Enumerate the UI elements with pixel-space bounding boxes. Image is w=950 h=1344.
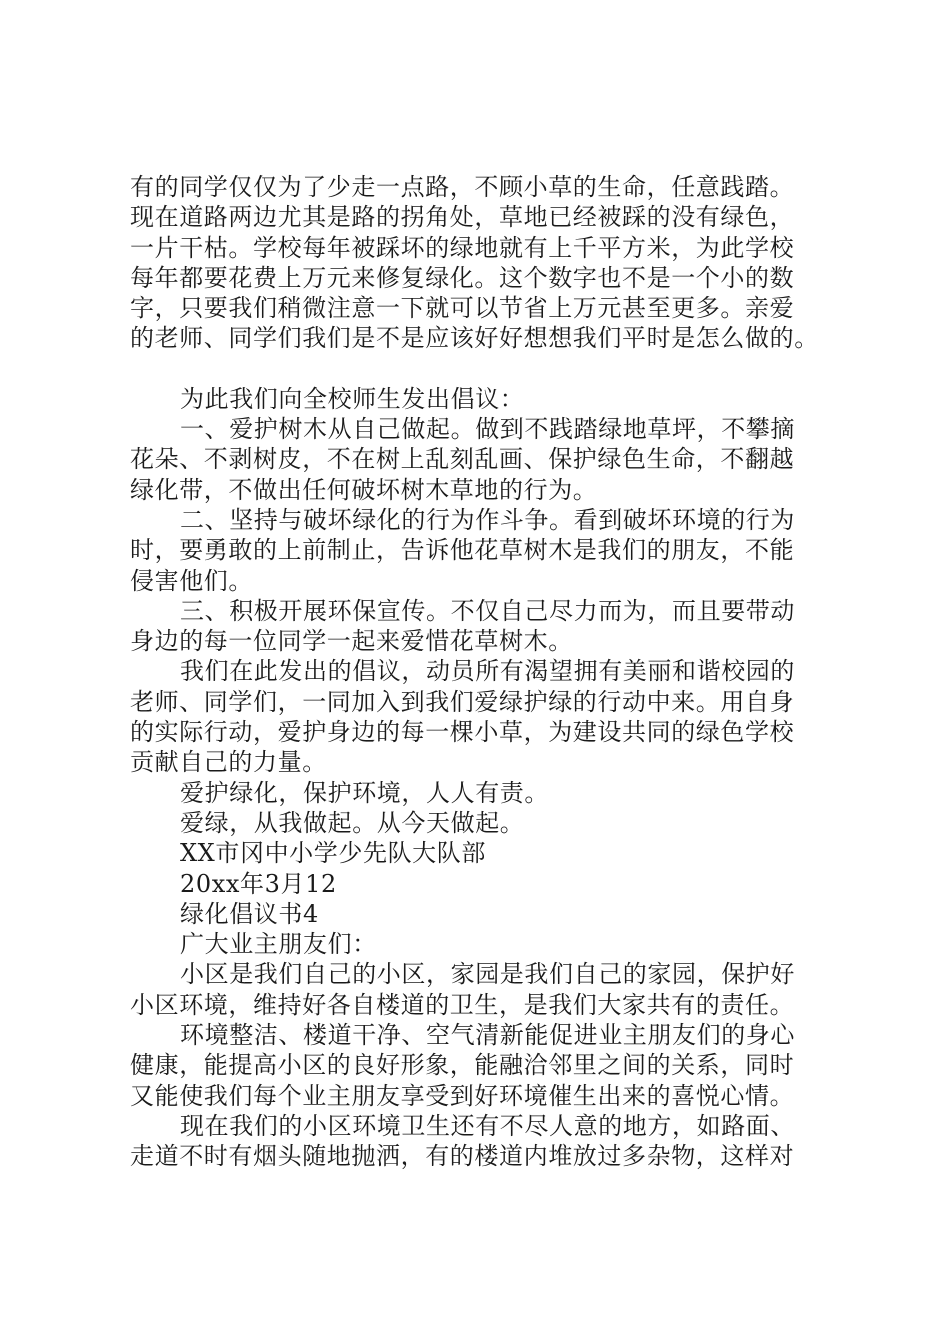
text-line: 又能使我们每个业主朋友享受到好环境催生出来的喜悦心情。: [130, 1081, 795, 1110]
text-line: 二、坚持与破坏绿化的行为作斗争。看到破坏环境的行为: [180, 505, 795, 534]
text-line: 20xx年3月12: [180, 869, 337, 898]
text-line: 现在我们的小区环境卫生还有不尽人意的地方，如路面、: [180, 1111, 795, 1140]
text-line: 广大业主朋友们：: [180, 930, 377, 959]
text-line: 健康，能提高小区的良好形象，能融洽邻里之间的关系，同时: [130, 1051, 795, 1080]
text-line: 绿化倡议书4: [180, 899, 319, 928]
text-line: 为此我们向全校师生发出倡议：: [180, 384, 525, 413]
text-line: 的老师、同学们我们是不是应该好好想想我们平时是怎么做的。: [130, 324, 819, 353]
text-line: 三、积极开展环保宣传。不仅自己尽力而为，而且要带动: [180, 596, 795, 625]
document-body: [130, 172, 830, 1172]
text-line: 现在道路两边尤其是路的拐角处，草地已经被踩的没有绿色，: [130, 203, 795, 232]
text-line: 绿化带，不做出任何破坏树木草地的行为。: [130, 475, 598, 504]
text-line: 爱绿，从我做起。从今天做起。: [180, 808, 525, 837]
text-line: 侵害他们。: [130, 566, 253, 595]
text-line: 字，只要我们稍微注意一下就可以节省上万元甚至更多。亲爱: [130, 294, 795, 323]
text-line: 有的同学仅仅为了少走一点路，不顾小草的生命，任意践踏。: [130, 173, 795, 201]
text-line: 贡献自己的力量。: [130, 748, 327, 777]
text-line: 我们在此发出的倡议，动员所有渴望拥有美丽和谐校园的: [180, 657, 795, 686]
text-line: 一、爱护树木从自己做起。做到不践踏绿地草坪，不攀摘: [180, 415, 795, 444]
text-line: 走道不时有烟头随地抛洒，有的楼道内堆放过多杂物，这样对: [130, 1142, 795, 1171]
text-line: 一片干枯。学校每年被踩坏的绿地就有上千平方米，为此学校: [130, 233, 795, 262]
text-line: 时，要勇敢的上前制止，告诉他花草树木是我们的朋友，不能: [130, 536, 795, 565]
text-line: 小区是我们自己的小区，家园是我们自己的家园，保护好: [180, 960, 795, 989]
text-line: 环境整洁、楼道干净、空气清新能促进业主朋友们的身心: [180, 1021, 795, 1050]
paragraph-gap: [130, 354, 830, 384]
text-line: 身边的每一位同学一起来爱惜花草树木。: [130, 627, 573, 656]
text-line: 小区环境，维持好各自楼道的卫生，是我们大家共有的责任。: [130, 990, 795, 1019]
text-line: 老师、同学们，一同加入到我们爱绿护绿的行动中来。用自身: [130, 687, 795, 716]
text-line: 花朵、不剥树皮，不在树上乱刻乱画、保护绿色生命，不翻越: [130, 445, 795, 474]
text-line: 的实际行动，爱护身边的每一棵小草，为建设共同的绿色学校: [130, 718, 795, 747]
text-line: XX市冈中小学少先队大队部: [180, 839, 486, 868]
text-line: 每年都要花费上万元来修复绿化。这个数字也不是一个小的数: [130, 263, 795, 292]
text-line: 爱护绿化，保护环境，人人有责。: [180, 778, 549, 807]
